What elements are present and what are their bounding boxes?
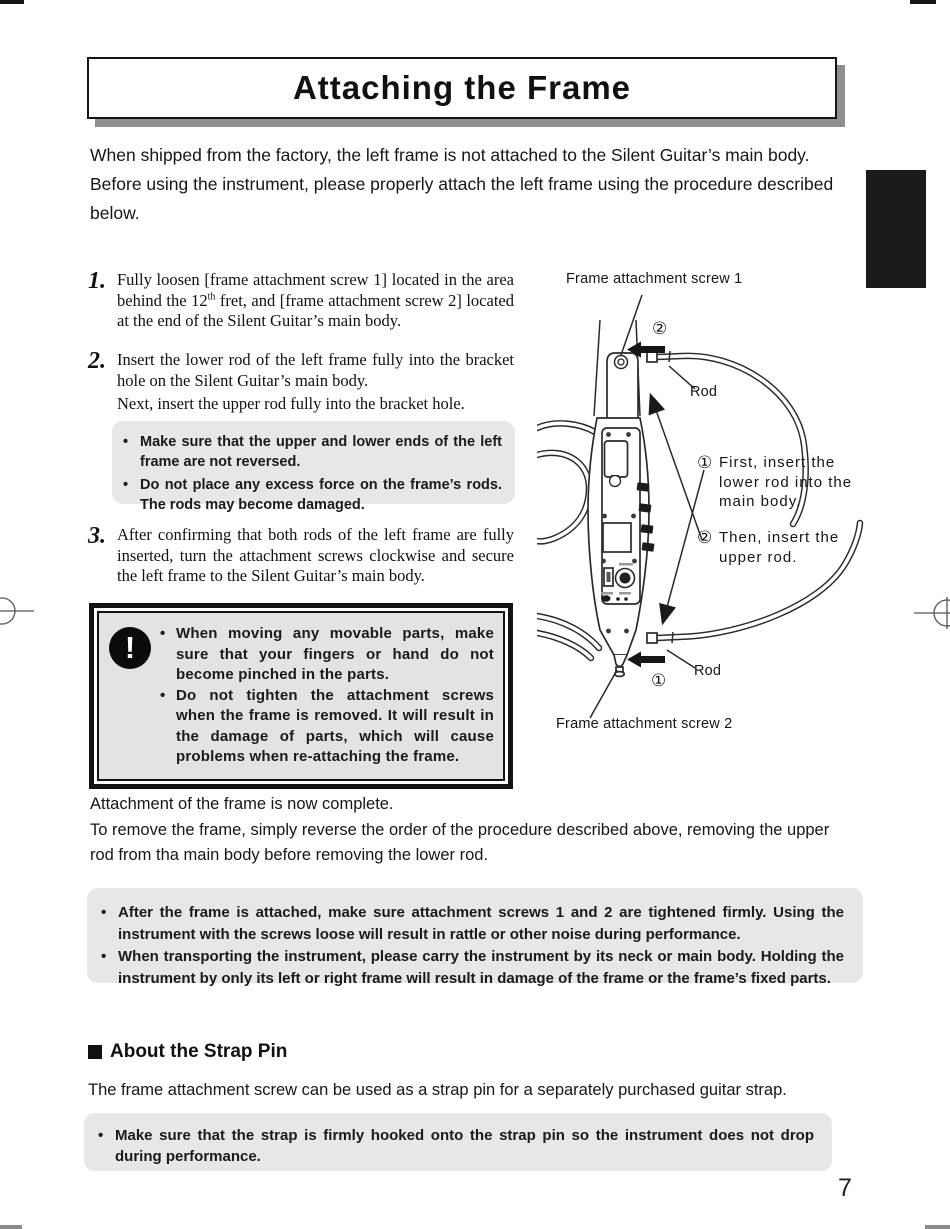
strap-note-box (84, 1113, 832, 1171)
step-1-text-pre: Fully loosen [frame attachment screw 1] located in the area behind the 12 (117, 270, 514, 310)
info-bullet-2-text: When transporting the instrument, please carry the instrument by its neck or main body. Holding the instrument by only its left or right frame will result in damage of the frame or the frame’s fixed parts. (118, 948, 844, 987)
note-box (112, 421, 515, 513)
bullet-icon: • (98, 1127, 104, 1144)
note-bullet-1-text: Make sure that the upper and lower ends of the left frame are not reversed. (140, 434, 502, 470)
step-3-text: After confirming that both rods of the left frame are fully inserted, turn the attachment screws clockwise and secure the left frame to the Silent Guitar’s main body. (117, 525, 514, 585)
bullet-icon: • (123, 434, 129, 450)
outro-paragraph-2: To remove the frame, simply reverse the order of the procedure described above, removing the upper rod from tha main body before removing the lower rod. (90, 820, 830, 864)
marker-2-upper: ② (652, 319, 668, 338)
strap-note-bullet (98, 1125, 814, 1167)
crop-mark-bottom-right (925, 1225, 950, 1229)
bullet-icon: • (101, 904, 107, 921)
note-bullet-2-text: Do not place any excess force on the frame’s rods. The rods may become damaged. (140, 477, 502, 513)
warning-box (89, 603, 513, 789)
registration-mark-right (910, 597, 950, 631)
intro-paragraphs (90, 141, 858, 228)
bullet-icon: • (160, 686, 166, 704)
callout-2 (697, 528, 873, 567)
bullet-icon: • (160, 625, 166, 642)
bullet-icon: • (101, 948, 107, 965)
rod-upper-label: Rod (690, 384, 718, 400)
step-2 (88, 350, 514, 415)
section-index-tab (866, 170, 926, 288)
strap-pin-heading (88, 1041, 287, 1063)
square-bullet-icon (88, 1045, 102, 1059)
strap-note-text: Make sure that the strap is firmly hooked onto the strap pin so the instrument does not drop during performance. (115, 1127, 814, 1165)
intro-paragraph-2: Before using the instrument, please properly attach the left frame using the procedure described below. (90, 174, 834, 223)
outro-paragraphs (90, 792, 856, 869)
marker-1-lower: ① (651, 671, 667, 690)
step-1 (88, 270, 514, 332)
warning-bullet-1-text: When moving any movable parts, make sure that your fingers or hand do not become pinched in the parts. (176, 625, 494, 683)
step-3-number: 3. (88, 523, 106, 549)
warning-bullet-2 (160, 686, 494, 768)
note-bullet-2 (123, 476, 502, 515)
info-bullet-2 (101, 946, 844, 990)
step-2-paragraph-2: Next, insert the upper rod fully into the bracket hole. (117, 394, 465, 413)
warning-box-inner (97, 611, 505, 781)
info-bullet-1 (101, 902, 844, 946)
warning-bullet-1 (160, 624, 494, 686)
registration-mark-left (0, 595, 50, 629)
callout-1-number: ① (697, 453, 713, 472)
page-number: 7 (838, 1174, 852, 1202)
rod-lower-label: Rod (694, 663, 722, 679)
step-1-text (117, 270, 514, 332)
exclamation-icon (109, 627, 151, 669)
exclamation-glyph: ! (124, 630, 136, 665)
strap-pin-body: The frame attachment screw can be used as a strap pin for a separately purchased guitar strap. (88, 1081, 787, 1099)
screw1-label: Frame attachment screw 1 (566, 271, 743, 287)
info-bullet-1-text: After the frame is attached, make sure attachment screws 1 and 2 are tightened firmly. Using the instrument with the screws loose will result in rattle or other noise during performance. (118, 904, 844, 943)
step-2-paragraph-1: Insert the lower rod of the left frame fully into the bracket hole on the Silent Guitar’s main body. (117, 350, 514, 390)
crop-mark-top-left (0, 0, 24, 4)
info-box (87, 888, 863, 987)
step-2-text (117, 350, 514, 415)
step-1-number: 1. (88, 268, 106, 294)
warning-bullet-2-text: Do not tighten the attachment screws when the frame is removed. It will result in the damage of parts, which will cause problems when re-attaching the frame. (176, 686, 494, 765)
outro-paragraph-1: Attachment of the frame is now complete. (90, 795, 394, 813)
callout-2-text: Then, insert the upper rod. (719, 529, 840, 566)
callout-1 (697, 453, 873, 512)
guitar-diagram (537, 262, 870, 762)
crop-mark-bottom-left (0, 1225, 22, 1229)
screw2-label: Frame attachment screw 2 (556, 716, 733, 732)
crop-mark-top-right (910, 0, 936, 4)
bullet-icon: • (123, 477, 129, 493)
warning-bullets (160, 624, 494, 771)
note-bullet-1 (123, 433, 502, 472)
intro-paragraph-1: When shipped from the factory, the left frame is not attached to the Silent Guitar’s main body. (90, 145, 810, 165)
callout-2-number: ② (697, 528, 713, 547)
step-1-text-post: fret, and [frame attachment screw 2] located at the end of the Silent Guitar’s main body. (117, 290, 514, 330)
step-1-superscript: th (207, 291, 216, 302)
step-2-number: 2. (88, 348, 106, 374)
title-box (87, 57, 837, 119)
step-3 (88, 525, 514, 587)
strap-pin-heading-text: About the Strap Pin (110, 1041, 288, 1062)
callout-1-text: First, insert the lower rod into the main body. (719, 454, 853, 510)
page-title: Attaching the Frame (292, 69, 632, 106)
